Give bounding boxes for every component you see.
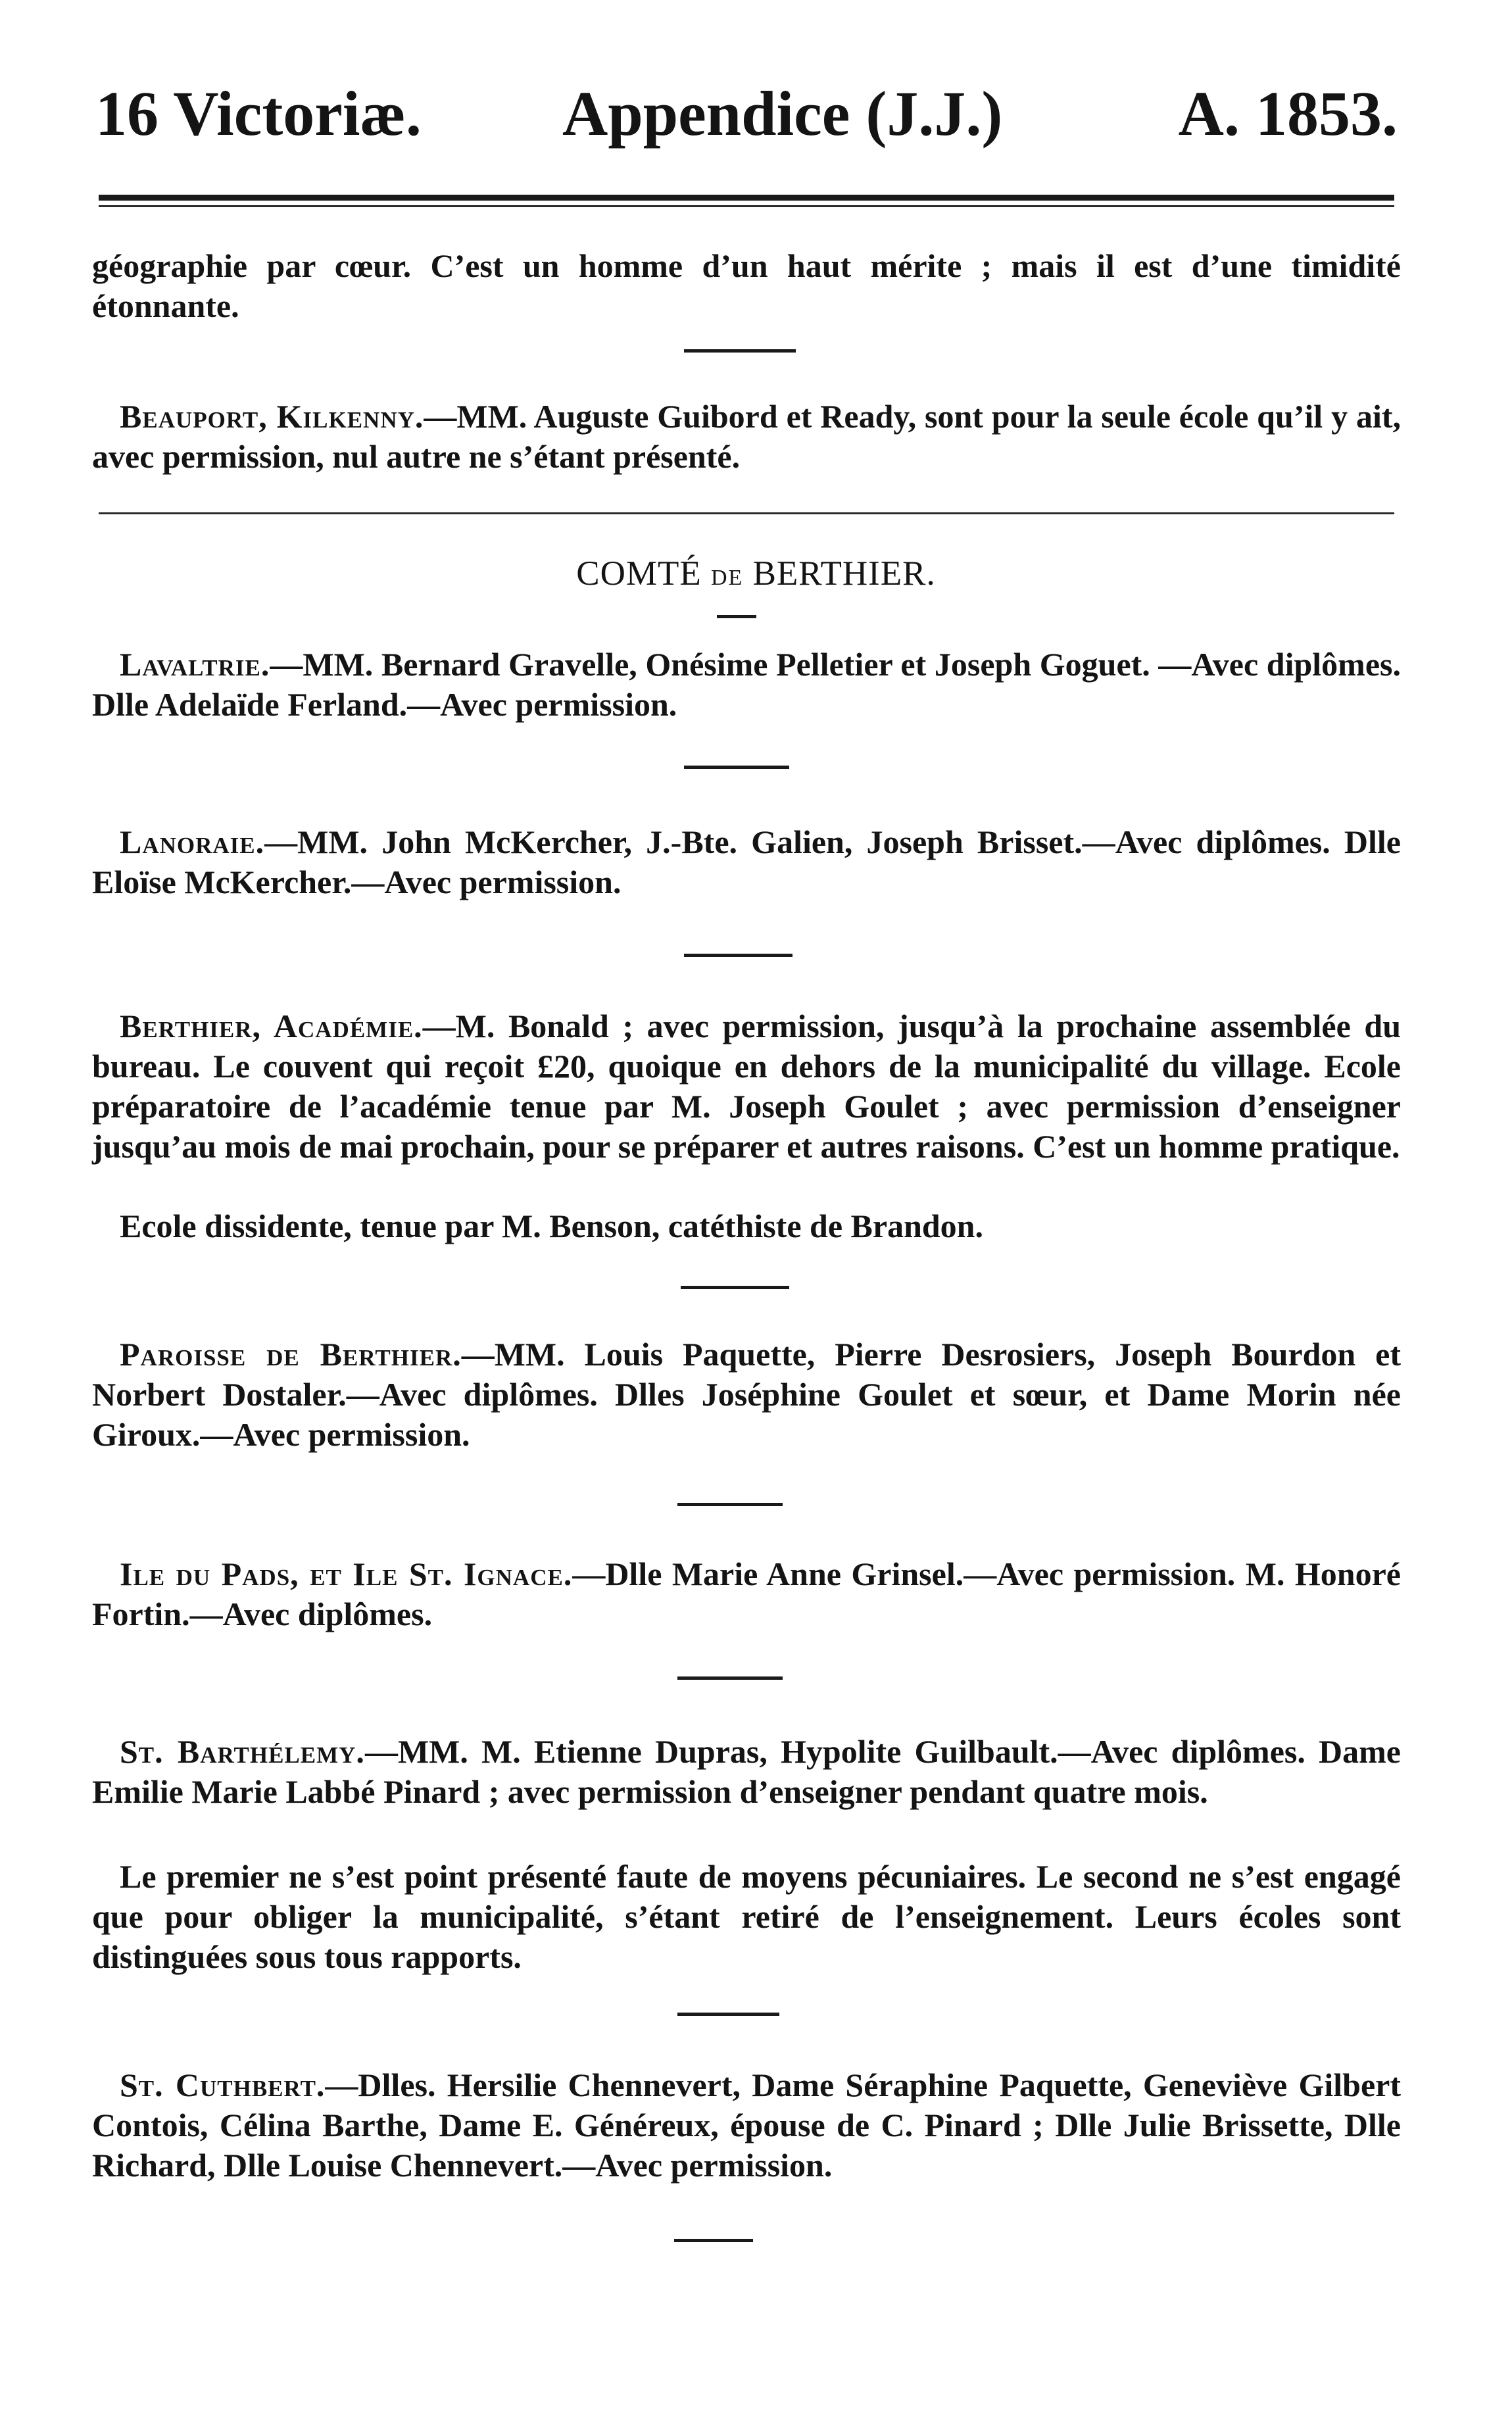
paragraph-lanoraie xyxy=(92,822,1401,902)
paragraph-body: —M. Bonald ; avec permission, jusqu’à la prochaine assemblée du bureau. Le couvent qui reçoit £20, quoique en dehors de la municipalité du village. Ecole préparatoire de l’académie tenue par M. Joseph Goulet ; avec permission d’enseigner jusqu’au mois de mai prochain, pour se préparer et autres raisons. C’est un homme pratique. xyxy=(92,1008,1401,1165)
section-divider xyxy=(677,1676,783,1680)
paragraph-st-cuthbert xyxy=(92,2065,1401,2186)
section-divider xyxy=(681,1286,789,1289)
paragraph-body: —MM. Bernard Gravelle, Onésime Pelletier et Joseph Goguet. —Avec diplômes. Dlle Adelaïde Ferland.—Avec permission. xyxy=(92,646,1401,723)
header-rule-thin xyxy=(99,205,1394,207)
place-name: Beauport, Kilkenny. xyxy=(120,398,424,435)
header-appendix: Appendice (J.J.) xyxy=(562,78,1003,149)
place-name: Lavaltrie. xyxy=(120,646,270,683)
paragraph-body: —MM. M. Etienne Dupras, Hypolite Guilbault.—Avec diplômes. Dame Emilie Marie Labbé Pinard ; avec permission d’enseigner pendant quatre mois. xyxy=(92,1733,1401,1810)
paragraph-body: géographie par cœur. C’est un homme d’un haut mérite ; mais il est d’une timidité étonnante. xyxy=(92,247,1401,324)
section-divider xyxy=(684,766,789,769)
header-year: A. 1853. xyxy=(1178,78,1398,149)
paragraph-paroisse-berthier xyxy=(92,1334,1401,1455)
place-name: Ile du Pads, et Ile St. Ignace. xyxy=(120,1555,573,1592)
paragraph-beauport xyxy=(92,397,1401,477)
running-header xyxy=(95,78,1398,157)
paragraph-berthier-academie xyxy=(92,1006,1401,1167)
section-divider xyxy=(717,615,756,618)
section-divider xyxy=(684,954,793,957)
paragraph-st-barthelemy-note xyxy=(92,1857,1401,1977)
county-title-de: DE xyxy=(711,566,744,590)
section-divider xyxy=(677,1503,783,1506)
place-name: Berthier, Académie. xyxy=(120,1008,423,1044)
paragraph-body: —MM. Louis Paquette, Pierre Desrosiers, Joseph Bourdon et Norbert Dostaler.—Avec diplômes. Dlles Joséphine Goulet et sœur, et Dame Morin née Giroux.—Avec permission. xyxy=(92,1336,1401,1453)
place-name: Paroisse de Berthier. xyxy=(120,1336,462,1373)
section-divider xyxy=(684,349,796,353)
paragraph-body: —Dlles. Hersilie Chennevert, Dame Séraphine Paquette, Geneviève Gilbert Contois, Célina Barthe, Dame E. Généreux, épouse de C. Pinard ; Dlle Julie Brissette, Dlle Richard, Dlle Louise Chennevert.—Avec permission. xyxy=(92,2066,1402,2184)
county-rule xyxy=(99,512,1394,514)
place-name: Lanoraie. xyxy=(120,823,265,860)
paragraph-berthier-dissidente xyxy=(92,1206,1401,1246)
section-divider xyxy=(677,2013,779,2016)
header-session: 16 Victoriæ. xyxy=(95,78,422,149)
paragraph-st-barthelemy xyxy=(92,1732,1401,1812)
place-name: St. Barthélemy. xyxy=(120,1733,365,1770)
place-name: St. Cuthbert. xyxy=(120,2066,326,2103)
header-rule-thick xyxy=(99,195,1394,201)
county-title xyxy=(0,552,1512,599)
paragraph-body: —MM. Auguste Guibord et Ready, sont pour la seule école qu’il y ait, avec permission, nul autre ne s’étant présenté. xyxy=(92,398,1401,475)
paragraph-lavaltrie xyxy=(92,645,1401,725)
paragraph-continuation xyxy=(92,246,1401,326)
paragraph-body: —MM. John McKercher, J.-Bte. Galien, Joseph Brisset.—Avec diplômes. Dlle Eloïse McKercher.—Avec permission. xyxy=(92,823,1401,900)
county-title-pre: COMTÉ xyxy=(576,554,702,593)
paragraph-body: Ecole dissidente, tenue par M. Benson, catéthiste de Brandon. xyxy=(120,1208,983,1244)
section-divider xyxy=(674,2239,753,2242)
county-title-name: BERTHIER. xyxy=(752,554,936,593)
paragraph-ile-du-pads xyxy=(92,1554,1401,1634)
paragraph-body: Le premier ne s’est point présenté faute de moyens pécuniaires. Le second ne s’est engagé que pour obliger la municipalité, s’étant retiré de l’enseignement. Leurs écoles sont distinguées sous tous rapports. xyxy=(92,1858,1401,1975)
paragraph-body: —Dlle Marie Anne Grinsel.—Avec permission. M. Honoré Fortin.—Avec diplômes. xyxy=(92,1555,1401,1632)
